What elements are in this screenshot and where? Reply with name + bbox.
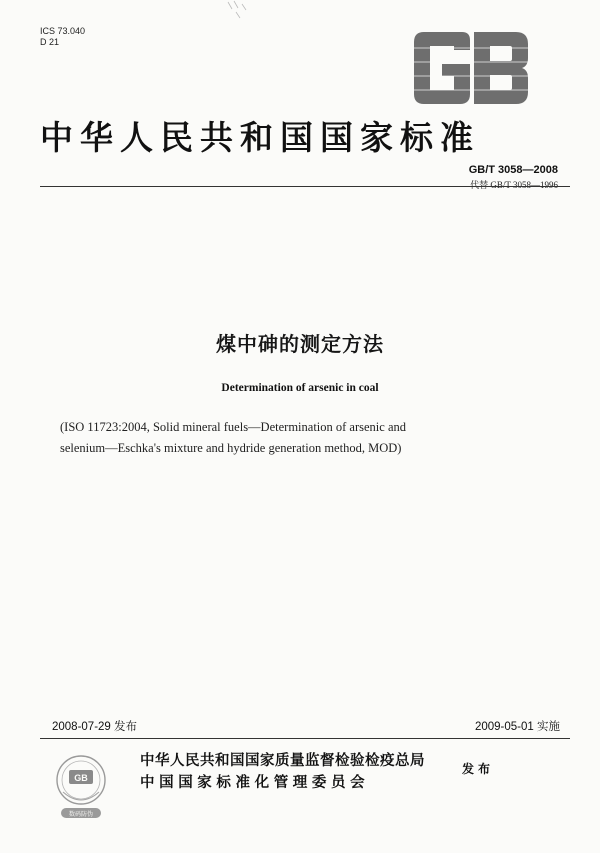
description-line-2: selenium—Eschka's mixture and hydride generation method, MOD) bbox=[60, 441, 402, 455]
document-title-chinese: 煤中砷的测定方法 bbox=[216, 332, 384, 356]
ics-code: ICS 73.040 bbox=[40, 26, 86, 36]
category-code: D 21 bbox=[40, 37, 60, 47]
document-description bbox=[60, 417, 540, 459]
national-standard-title: 中华人民共和国国家标准 bbox=[40, 118, 480, 157]
issue-date: 2008-07-29 发布 bbox=[52, 721, 138, 733]
publish-label: 发布 bbox=[462, 762, 495, 776]
classification-codes bbox=[40, 26, 85, 48]
anti-counterfeit-seal bbox=[55, 752, 107, 820]
replaced-standard: 代替 GB/T 3058—1996 bbox=[470, 180, 558, 190]
gb-logo bbox=[410, 28, 532, 108]
header-divider bbox=[40, 186, 570, 187]
scan-artifact bbox=[226, 0, 256, 20]
issuer-aqsiq: 中华人民共和国国家质量监督检验检疫总局 bbox=[140, 753, 425, 769]
footer-divider bbox=[40, 738, 570, 739]
issuing-authorities bbox=[140, 750, 425, 794]
standard-number: GB/T 3058—2008 bbox=[468, 164, 558, 176]
issuer-sac: 中国国家标准化管理委员会 bbox=[140, 775, 370, 791]
seal-text: 数码防伪 bbox=[68, 811, 94, 818]
svg-text:GB: GB bbox=[74, 773, 88, 783]
document-title-english: Determination of arsenic in coal bbox=[221, 382, 379, 394]
description-line-1: (ISO 11723:2004, Solid mineral fuels—Determination of arsenic and bbox=[60, 420, 406, 434]
implementation-date: 2009-05-01 实施 bbox=[474, 721, 560, 733]
